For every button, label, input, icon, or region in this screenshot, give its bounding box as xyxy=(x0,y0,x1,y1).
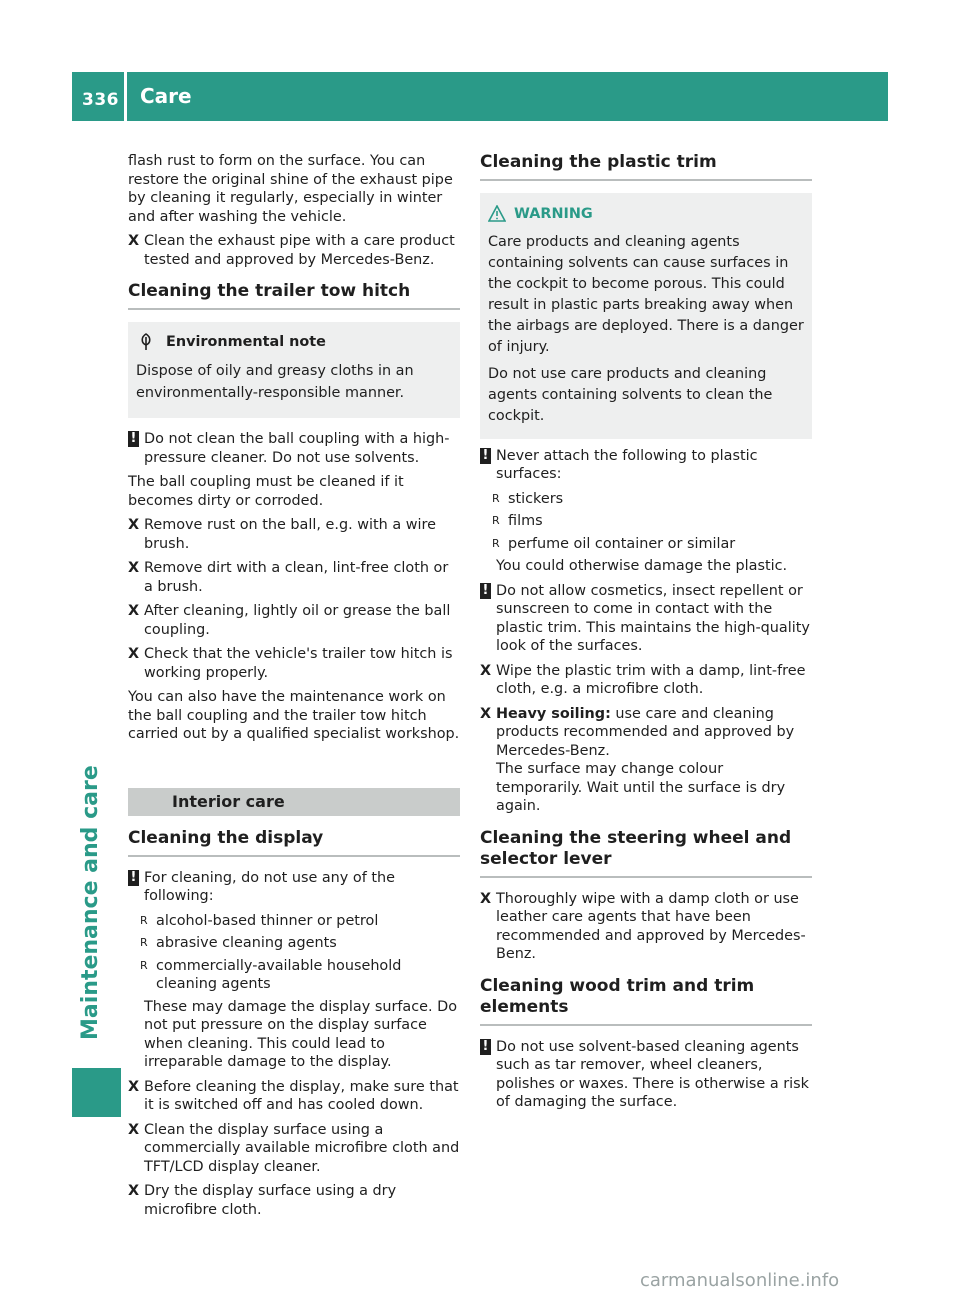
page-number: 336 xyxy=(82,90,119,110)
instruction-step xyxy=(480,705,812,816)
instruction-step xyxy=(128,645,460,682)
step-text: Before cleaning the display, make sure that it is switched off and has cooled down. xyxy=(144,1078,459,1113)
list-item-text: perfume oil container or similar xyxy=(508,535,736,552)
environmental-note-text: Dispose of oily and greasy cloths in an environmentally-responsible manner. xyxy=(136,363,414,401)
list-item-text: films xyxy=(508,513,543,529)
caution-text: Do not use solvent-based cleaning agents such as tar remover, wheel cleaners, polishes or waxes. There is otherwise a risk of damaging the surface. xyxy=(496,1038,809,1110)
step-text: Remove rust on the ball, e.g. with a wire brush. xyxy=(144,517,436,552)
bullet-icon: R xyxy=(140,913,148,927)
right-column xyxy=(480,152,812,1118)
instruction-step xyxy=(128,232,460,269)
step-arrow-icon: X xyxy=(128,646,140,662)
caution-icon: ! xyxy=(480,583,491,599)
list-item xyxy=(140,934,460,953)
bullet-icon: R xyxy=(492,491,500,505)
warning-title: WARNING xyxy=(514,206,593,222)
side-tab-label: Maintenance and care xyxy=(78,765,103,1040)
list-item xyxy=(492,512,812,531)
section-band-interior: Interior care xyxy=(128,788,460,816)
caution-text: Do not allow cosmetics, insect repellent or sunscreen to come in contact with the plastic trim. This maintains the high-quality look of the surfaces. xyxy=(496,582,810,654)
caution-note xyxy=(480,1038,812,1112)
bullet-icon: R xyxy=(140,958,148,972)
step-arrow-icon: X xyxy=(128,233,140,249)
section-heading-steering: Cleaning the steering wheel and selector lever xyxy=(480,828,812,878)
caution-followup: You could otherwise damage the plastic. xyxy=(496,558,788,574)
step-arrow-icon: X xyxy=(128,1121,140,1138)
instruction-step xyxy=(128,1078,460,1115)
body-text: The ball coupling must be cleaned if it becomes dirty or corroded. xyxy=(128,474,404,509)
instruction-step xyxy=(128,602,460,639)
environment-icon xyxy=(136,332,156,352)
instruction-step xyxy=(128,1182,460,1219)
step-text: use care and cleaning products recommended and approved by Mercedes-Benz. xyxy=(496,705,795,759)
instruction-step xyxy=(128,1121,460,1177)
caution-icon: ! xyxy=(128,870,139,886)
warning-text: Do not use care products and cleaning agents containing solvents to clean the cockpit. xyxy=(488,365,773,424)
instruction-step xyxy=(480,890,812,964)
caution-note xyxy=(480,582,812,656)
caution-note xyxy=(480,447,812,484)
step-emphasis: Heavy soiling: xyxy=(496,705,611,722)
footer-watermark: carmanualsonline.info xyxy=(640,1270,840,1291)
warning-text: Care products and cleaning agents containing solvents can cause surfaces in the cockpit to become porous. This could result in plastic parts breaking away when the airbags are deployed. There is a danger of injury. xyxy=(488,233,804,355)
caution-icon: ! xyxy=(480,1039,491,1055)
page-title: Care xyxy=(140,84,192,108)
caution-text: Do not clean the ball coupling with a high-pressure cleaner. Do not use solvents. xyxy=(144,431,450,466)
step-text: Clean the display surface using a commercially available microfibre cloth and TFT/LCD display cleaner. xyxy=(144,1121,460,1175)
step-arrow-icon: X xyxy=(480,662,492,679)
step-text: Check that the vehicle's trailer tow hitch is working properly. xyxy=(144,646,453,681)
list-item xyxy=(140,912,460,931)
left-column xyxy=(128,152,460,1225)
warning-icon xyxy=(488,205,506,223)
bullet-icon: R xyxy=(492,514,500,527)
environmental-note xyxy=(128,322,460,418)
section-heading-wood: Cleaning wood trim and trim elements xyxy=(480,976,812,1026)
step-note: The surface may change colour temporarily. Wait until the surface is dry again. xyxy=(496,761,786,814)
step-text: Dry the display surface using a dry microfibre cloth. xyxy=(144,1183,397,1218)
environmental-note-title: Environmental note xyxy=(166,333,326,350)
warning-box xyxy=(480,193,812,439)
step-arrow-icon: X xyxy=(480,705,492,722)
list-item-text: alcohol-based thinner or petrol xyxy=(156,912,379,929)
side-tab-marker xyxy=(72,1068,121,1117)
section-heading-plastic: Cleaning the plastic trim xyxy=(480,152,812,181)
step-arrow-icon: X xyxy=(128,1183,140,1199)
step-arrow-icon: X xyxy=(480,890,492,907)
bullet-icon: R xyxy=(492,536,500,550)
list-item xyxy=(492,535,812,554)
header-divider xyxy=(124,72,127,121)
step-arrow-icon: X xyxy=(128,517,140,533)
section-heading-display: Cleaning the display xyxy=(128,828,460,857)
caution-icon: ! xyxy=(480,448,491,464)
warning-header xyxy=(488,205,804,224)
step-arrow-icon: X xyxy=(128,1078,140,1095)
instruction-step xyxy=(128,559,460,596)
list-item-text: abrasive cleaning agents xyxy=(156,935,337,951)
step-arrow-icon: X xyxy=(128,603,140,619)
list-item xyxy=(140,957,460,994)
instruction-step xyxy=(128,516,460,553)
caution-note xyxy=(128,869,460,906)
caution-icon: ! xyxy=(128,431,139,447)
list-item xyxy=(492,490,812,509)
caution-text: For cleaning, do not use any of the following: xyxy=(144,869,395,904)
section-heading-trailer: Cleaning the trailer tow hitch xyxy=(128,281,460,310)
caution-note xyxy=(128,430,460,467)
intro-text: flash rust to form on the surface. You can restore the original shine of the exhaust pipe by cleaning it regularly, especially in winter and after washing the vehicle. xyxy=(128,153,453,225)
bullet-icon: R xyxy=(140,936,148,949)
step-text: After cleaning, lightly oil or grease the ball coupling. xyxy=(144,603,451,638)
step-text: Remove dirt with a clean, lint-free cloth or a brush. xyxy=(144,560,449,595)
step-text: Wipe the plastic trim with a damp, lint-free cloth, e.g. a microfibre cloth. xyxy=(496,662,806,697)
list-item-text: stickers xyxy=(508,490,564,507)
caution-followup: These may damage the display surface. Do not put pressure on the display surface when cleaning. This could lead to irreparable damage to the display. xyxy=(144,998,458,1070)
body-text: You can also have the maintenance work on the ball coupling and the trailer tow hitch carried out by a qualified specialist workshop. xyxy=(128,689,460,742)
list-item-text: commercially-available household cleaning agents xyxy=(156,957,402,992)
caution-text: Never attach the following to plastic surfaces: xyxy=(496,447,758,482)
step-text: Thoroughly wipe with a damp cloth or use leather care agents that have been recommended and approved by Mercedes-Benz. xyxy=(496,890,806,962)
step-text: Clean the exhaust pipe with a care product tested and approved by Mercedes-Benz. xyxy=(144,233,455,268)
header-bar xyxy=(72,72,888,121)
environmental-note-header xyxy=(136,332,452,352)
instruction-step xyxy=(480,662,812,699)
step-arrow-icon: X xyxy=(128,560,140,576)
